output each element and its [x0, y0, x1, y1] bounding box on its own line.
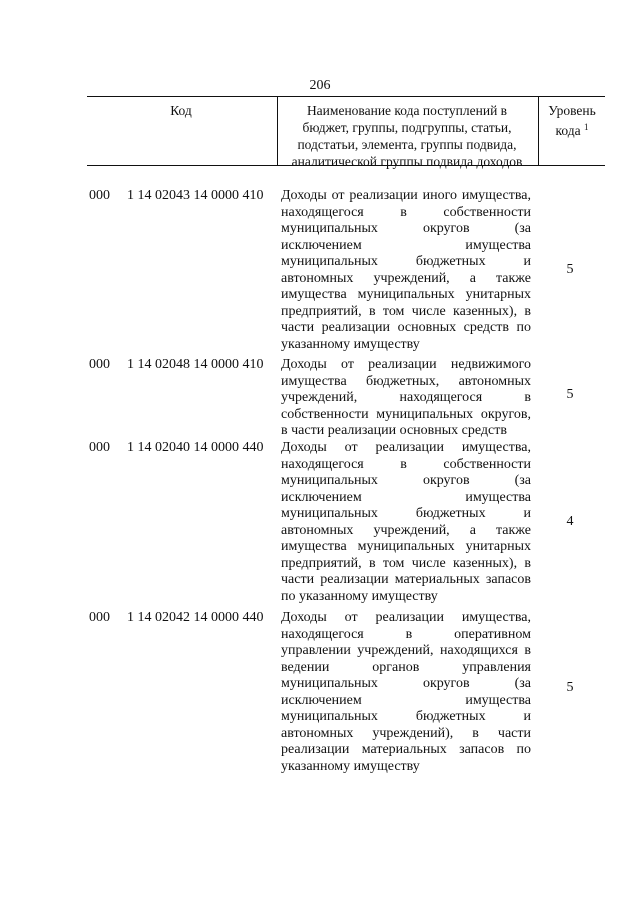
revenue-name [281, 357, 531, 440]
name-line: предприятий, в том числе казенных), в [281, 303, 531, 319]
name-line: собственности муниципальных округов, [281, 406, 531, 422]
name-line: муниципальных округов (за [281, 221, 531, 236]
header-level-line: Уровень [548, 103, 596, 118]
name-line: Доходы от реализации иного имущества, [281, 188, 531, 203]
footnote-marker: 1 [583, 122, 589, 132]
name-line: имущества муниципальных унитарных [281, 287, 531, 302]
name-line: находящегося в собственности [281, 204, 531, 220]
name-line: управлении учреждений, находящихся в [281, 643, 531, 658]
name-line: исключением имущества [281, 237, 531, 253]
agency-code: 000 [89, 440, 110, 455]
revenue-code: 1 14 02040 14 0000 440 [127, 440, 264, 455]
name-line: ведении органов управления [281, 659, 531, 675]
name-line: муниципальных бюджетных и [281, 506, 531, 521]
header-code: Код [170, 103, 192, 118]
name-line: Доходы от реализации недвижимого [281, 357, 531, 372]
agency-code: 000 [89, 357, 110, 372]
name-line: автономных учреждений, а также [281, 270, 531, 286]
agency-code: 000 [89, 188, 110, 203]
revenue-code: 1 14 02043 14 0000 410 [127, 188, 264, 203]
name-line: муниципальных бюджетных и [281, 709, 531, 724]
name-line: в части реализации основных средств [281, 423, 507, 438]
header-name-line: бюджет, группы, подгруппы, статьи, [302, 120, 512, 135]
table-header [87, 96, 605, 169]
name-line: автономных учреждений), в части [281, 725, 531, 741]
name-line: автономных учреждений, а также [281, 522, 531, 538]
name-line: учреждений, находящегося в [281, 390, 531, 405]
header-level-line [539, 119, 605, 139]
name-line: Доходы от реализации имущества, [281, 440, 531, 455]
header-name-line: подстатьи, элемента, группы подвида, [297, 137, 517, 152]
header-name-line: Наименование кода поступлений в [306, 103, 508, 118]
name-line: имущества бюджетных, автономных [281, 373, 531, 389]
header-level [539, 102, 605, 139]
page-number: 206 [309, 78, 331, 93]
header-name-line: аналитической группы подвида доходов [291, 154, 523, 169]
code-level: 5 [566, 387, 574, 402]
name-line: указанному имуществу [281, 758, 420, 774]
name-line: имущества муниципальных унитарных [281, 539, 531, 554]
header-name [278, 102, 536, 170]
code-level: 5 [566, 680, 574, 695]
agency-code: 000 [89, 610, 110, 625]
code-level: 5 [566, 262, 574, 277]
code-level: 4 [566, 514, 574, 529]
revenue-code: 1 14 02048 14 0000 410 [127, 357, 264, 372]
name-line: Доходы от реализации имущества, [281, 610, 531, 625]
revenue-name [281, 440, 531, 605]
name-line: находящегося в оперативном [281, 626, 531, 642]
revenue-code: 1 14 02042 14 0000 440 [127, 610, 264, 625]
name-line: исключением имущества [281, 692, 531, 708]
name-line: исключением имущества [281, 489, 531, 505]
revenue-name [281, 610, 531, 775]
name-line: части реализации основных средств по [281, 320, 531, 335]
name-line: муниципальных бюджетных и [281, 254, 531, 269]
name-line: по указанному имуществу [281, 588, 438, 604]
name-line: части реализации материальных запасов [281, 572, 531, 587]
revenue-name [281, 188, 531, 353]
name-line: реализации материальных запасов по [281, 742, 531, 757]
name-line: находящегося в собственности [281, 456, 531, 472]
name-line: предприятий, в том числе казенных), в [281, 555, 531, 571]
name-line: муниципальных округов (за [281, 676, 531, 691]
header-level-word: кода [555, 123, 581, 138]
name-line: указанному имуществу [281, 336, 420, 352]
name-line: муниципальных округов (за [281, 473, 531, 488]
